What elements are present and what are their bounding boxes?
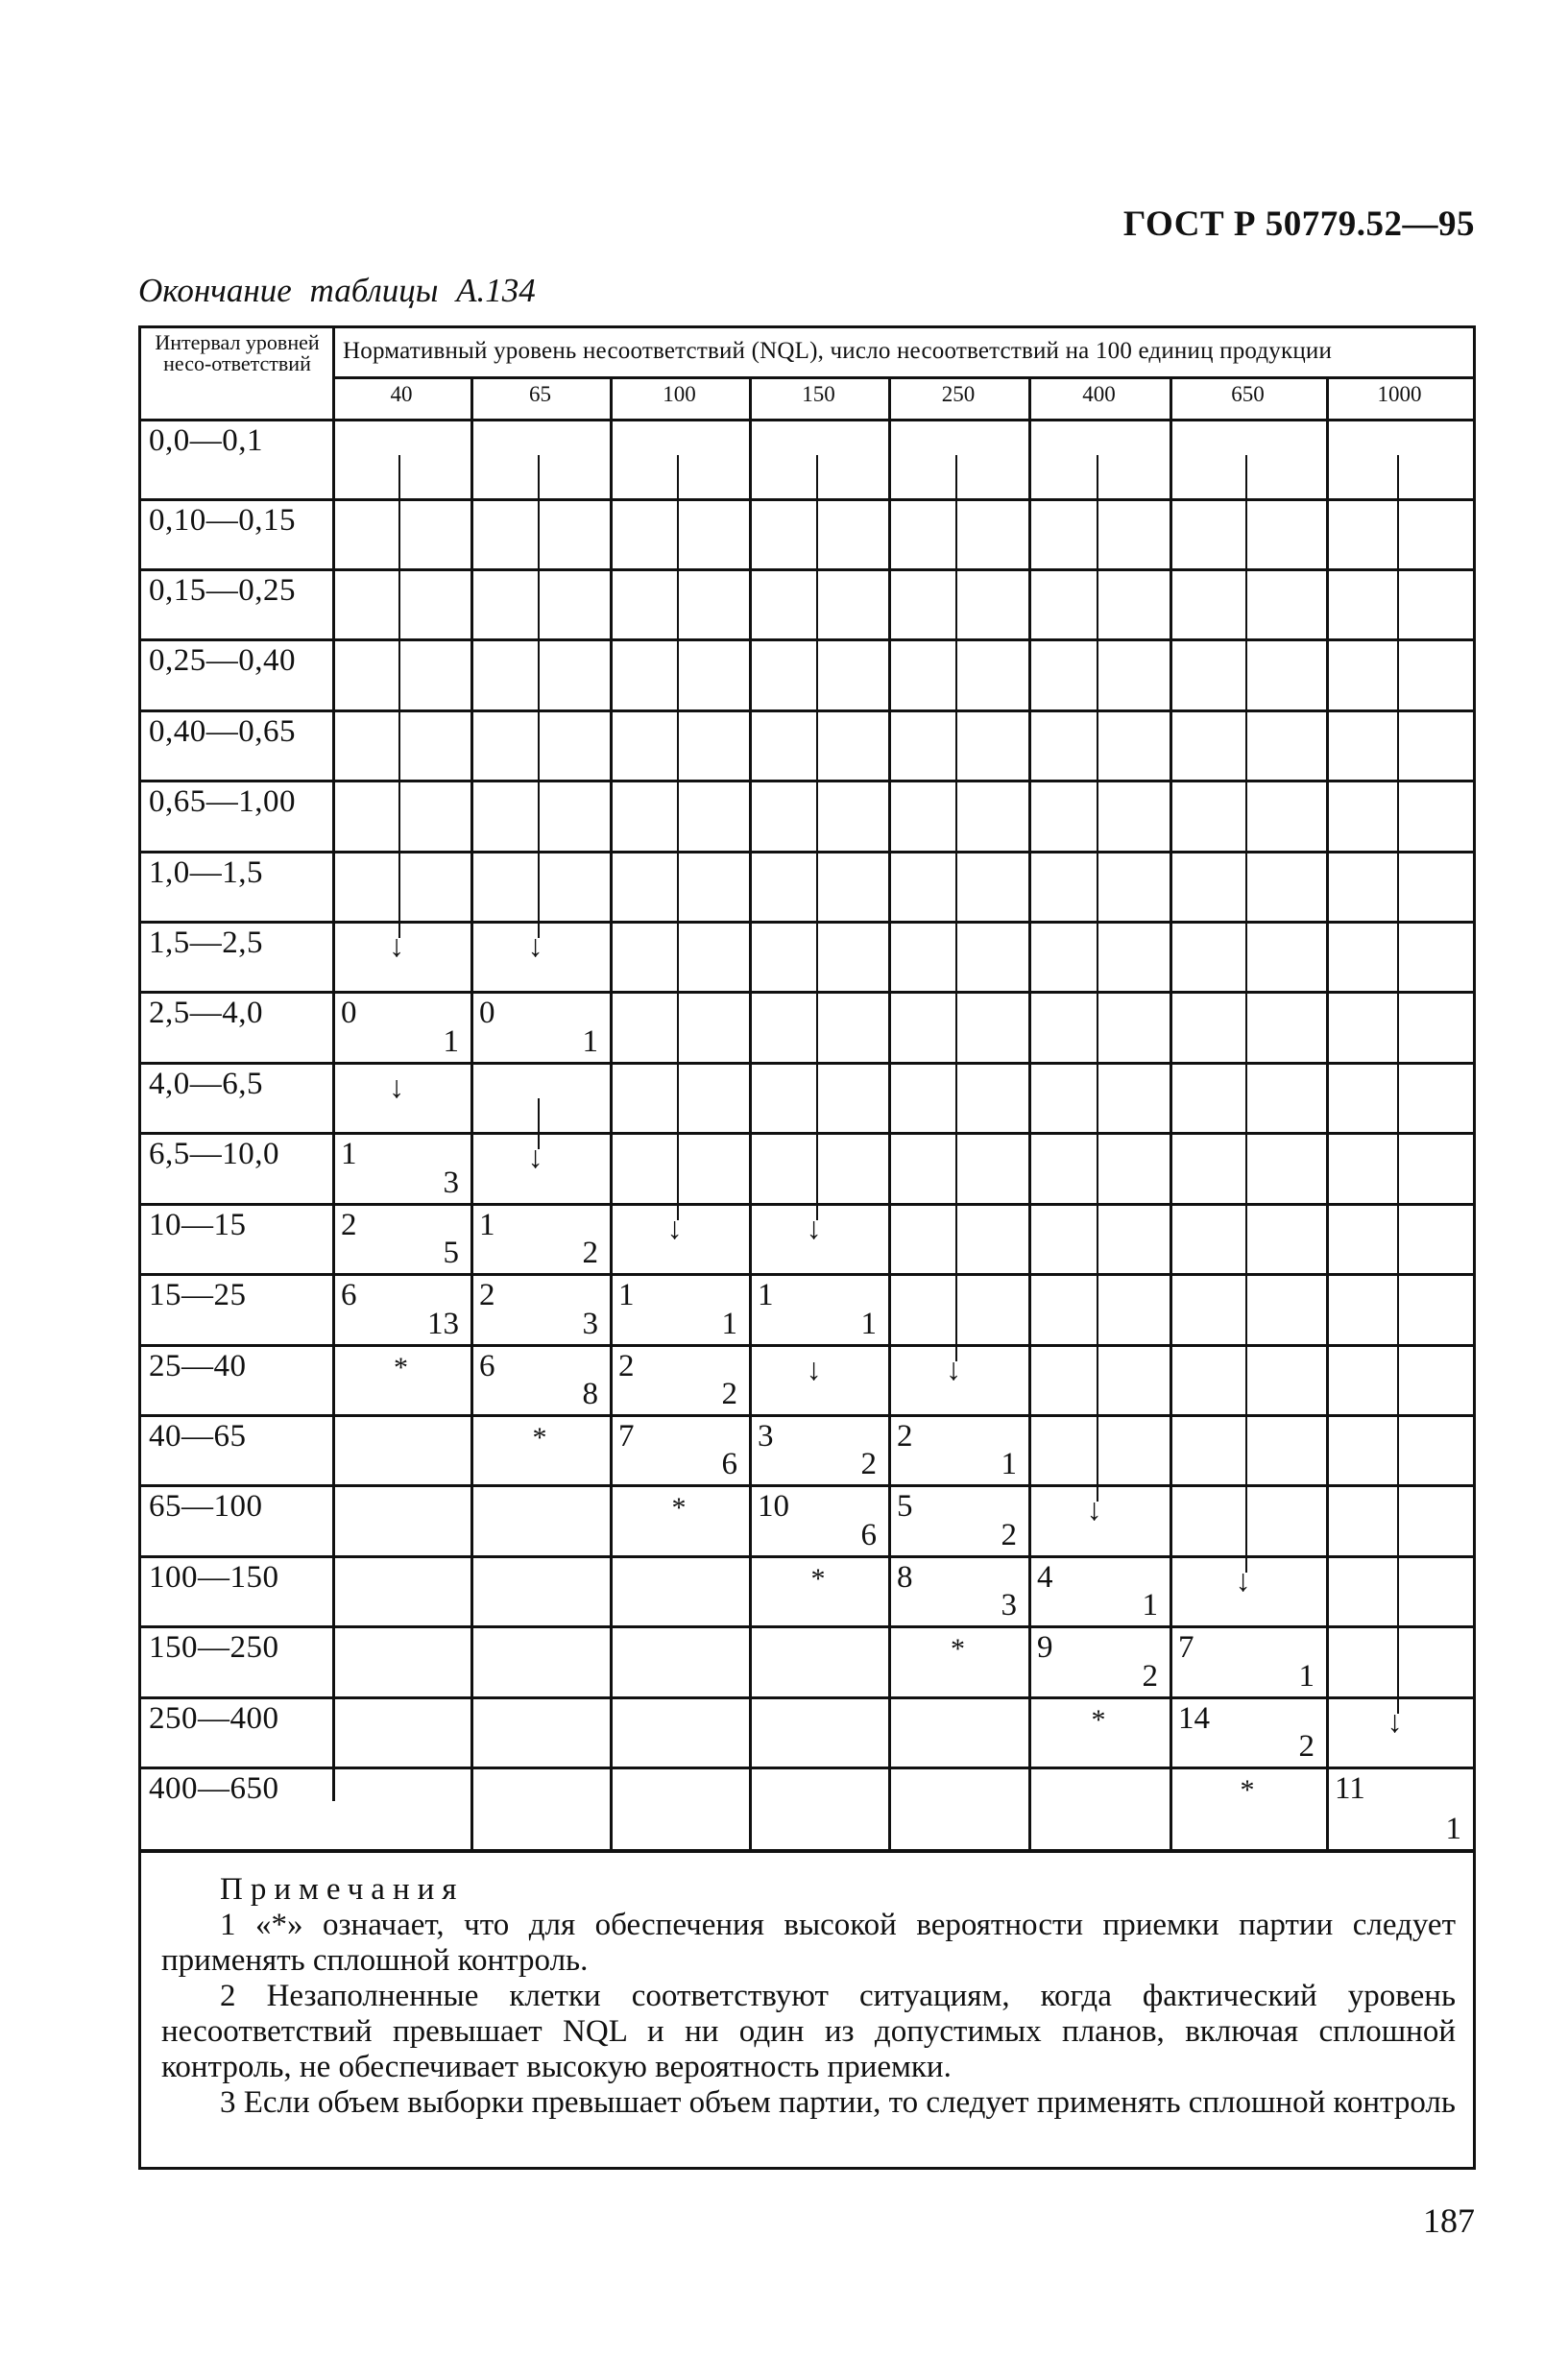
acceptance-number: 8 — [897, 1560, 913, 1595]
full-inspection-mark: * — [810, 1563, 826, 1595]
rejection-number: 2 — [860, 1447, 877, 1481]
rejection-number: 1 — [860, 1307, 877, 1341]
row-header-interval: 150—250 — [149, 1630, 279, 1665]
arrow-stem — [1097, 455, 1098, 1502]
note-2: 2 Незаполненные клетки соответствуют ситуациям, когда фактический уровень несоответствий превышает NQL и ни один из допустимых планов, включая сплошной контроль, не обеспечивает высокую вероятность приемки. — [161, 1979, 1456, 2084]
row-header-interval: 250—400 — [149, 1701, 279, 1736]
down-arrow-icon: ↓ — [527, 928, 543, 963]
notes-section — [161, 1872, 1456, 2121]
full-inspection-mark: * — [951, 1633, 965, 1665]
acceptance-number: 3 — [758, 1419, 774, 1454]
row-header-interval: 0,15—0,25 — [149, 573, 296, 608]
row-divider — [141, 921, 1473, 924]
rejection-number: 1 — [443, 1024, 459, 1059]
row-header-interval: 25—40 — [149, 1349, 247, 1383]
row-header-interval: 65—100 — [149, 1489, 263, 1524]
rejection-number: 6 — [721, 1447, 737, 1481]
arrow-stem — [955, 455, 957, 1361]
row-header-interval: 2,5—4,0 — [149, 996, 263, 1030]
table-body-bottom — [141, 1849, 1473, 1853]
notes-title: Примечания — [220, 1872, 465, 1907]
standard-number: ГОСТ Р 50779.52—95 — [1122, 204, 1475, 244]
note-3: 3 Если объем выборки превышает объем партии, то следует применять сплошной контроль — [220, 2085, 1456, 2120]
row-divider — [141, 991, 1473, 994]
row-divider — [141, 1062, 1473, 1065]
down-arrow-icon: ↓ — [806, 1211, 822, 1245]
row-divider — [141, 780, 1473, 782]
down-arrow-icon: ↓ — [389, 1070, 404, 1104]
row-header-interval: 10—15 — [149, 1208, 247, 1242]
note-1: 1 «*» означает, что для обеспечения высокой вероятности приемки партии следует применять сплошной контроль. — [161, 1908, 1456, 1978]
row-divider — [141, 1625, 1473, 1628]
rejection-number: 1 — [1298, 1659, 1315, 1694]
full-inspection-mark: * — [1240, 1774, 1255, 1806]
rejection-number: 13 — [427, 1307, 459, 1341]
acceptance-number: 1 — [479, 1208, 495, 1242]
down-arrow-icon: ↓ — [806, 1352, 822, 1386]
acceptance-number: 10 — [758, 1489, 789, 1524]
acceptance-number: 2 — [341, 1208, 357, 1242]
acceptance-number: 9 — [1037, 1630, 1053, 1665]
down-arrow-icon: ↓ — [666, 1211, 683, 1245]
row-divider — [141, 638, 1473, 641]
row-divider — [141, 1273, 1473, 1276]
down-arrow-icon: ↓ — [389, 928, 404, 963]
row-header-interval: 4,0—6,5 — [149, 1067, 263, 1101]
acceptance-number: 7 — [1178, 1630, 1194, 1665]
rejection-number: 1 — [582, 1024, 598, 1059]
acceptance-number: 1 — [341, 1137, 357, 1171]
header-divider — [332, 376, 1473, 379]
acceptance-number: 1 — [758, 1278, 774, 1312]
row-divider — [141, 498, 1473, 501]
column-header-nql: 650 — [1231, 382, 1265, 406]
arrow-stem — [1397, 455, 1399, 1714]
corner-header: Интервал уровней несо-ответствий — [155, 330, 320, 375]
acceptance-number: 7 — [618, 1419, 635, 1454]
arrow-stem — [677, 455, 679, 1220]
full-inspection-mark: * — [671, 1492, 687, 1524]
rejection-number: 2 — [721, 1377, 737, 1411]
arrow-stem — [816, 455, 818, 1220]
column-divider — [332, 328, 335, 1801]
rejection-number: 5 — [443, 1236, 459, 1270]
row-divider — [141, 1414, 1473, 1417]
down-arrow-icon: ↓ — [946, 1352, 961, 1386]
rejection-number: 2 — [1298, 1729, 1315, 1764]
column-header-nql: 100 — [663, 382, 696, 406]
acceptance-number: 14 — [1178, 1701, 1210, 1736]
acceptance-number: 4 — [1037, 1560, 1053, 1595]
row-divider — [141, 419, 1473, 421]
row-header-interval: 1,0—1,5 — [149, 855, 263, 890]
down-arrow-icon: ↓ — [527, 1140, 543, 1174]
row-divider — [141, 1132, 1473, 1135]
row-divider — [141, 709, 1473, 712]
column-header-nql: 400 — [1082, 382, 1116, 406]
acceptance-number: 2 — [897, 1419, 913, 1454]
rejection-number: 6 — [860, 1518, 877, 1552]
row-header-interval: 0,0—0,1 — [149, 423, 263, 458]
column-header-nql: 1000 — [1377, 382, 1422, 406]
row-header-interval: 1,5—2,5 — [149, 926, 263, 960]
row-divider — [141, 1767, 1473, 1769]
arrow-stem — [398, 455, 400, 938]
rejection-number: 3 — [443, 1166, 459, 1200]
row-header-interval: 400—650 — [149, 1771, 279, 1806]
row-header-interval: 0,65—1,00 — [149, 784, 296, 819]
row-header-interval: 100—150 — [149, 1560, 279, 1595]
rejection-number: 1 — [1142, 1588, 1158, 1623]
arrow-stem — [538, 455, 540, 938]
row-header-interval: 15—25 — [149, 1278, 247, 1312]
row-header-interval: 6,5—10,0 — [149, 1137, 279, 1171]
acceptance-number: 5 — [897, 1489, 913, 1524]
acceptance-number: 1 — [618, 1278, 635, 1312]
acceptance-number: 2 — [479, 1278, 495, 1312]
rejection-number: 1 — [721, 1307, 737, 1341]
down-arrow-icon: ↓ — [1387, 1704, 1403, 1739]
rejection-number: 3 — [1001, 1588, 1017, 1623]
rejection-number: 2 — [1001, 1518, 1017, 1552]
row-header-interval: 0,10—0,15 — [149, 503, 296, 538]
row-header-interval: 40—65 — [149, 1419, 247, 1454]
row-header-interval: 0,25—0,40 — [149, 643, 296, 678]
rejection-number: 1 — [1445, 1812, 1461, 1846]
acceptance-number: 0 — [479, 996, 495, 1030]
column-header-nql: 65 — [529, 382, 551, 406]
row-divider — [141, 1203, 1473, 1206]
column-header-nql: 150 — [802, 382, 835, 406]
full-inspection-mark: * — [1091, 1704, 1106, 1736]
page-number: 187 — [1423, 2201, 1475, 2240]
rejection-number: 8 — [582, 1377, 598, 1411]
column-header-nql: 40 — [390, 382, 413, 406]
rejection-number: 1 — [1001, 1447, 1017, 1481]
table-caption: Окончание таблицы А.134 — [138, 272, 536, 309]
row-header-interval: 0,40—0,65 — [149, 714, 296, 749]
acceptance-number: 11 — [1335, 1771, 1365, 1806]
rejection-number: 3 — [582, 1307, 598, 1341]
row-divider — [141, 1555, 1473, 1558]
row-divider — [141, 1484, 1473, 1487]
down-arrow-icon: ↓ — [1235, 1563, 1251, 1598]
down-arrow-icon: ↓ — [1086, 1492, 1102, 1527]
column-header-nql: 250 — [941, 382, 976, 406]
row-divider — [141, 568, 1473, 571]
full-inspection-mark: * — [532, 1422, 547, 1454]
row-divider — [141, 1696, 1473, 1699]
nql-header: Нормативный уровень несоответствий (NQL), число несоответствий на 100 единиц продукции — [343, 338, 1333, 364]
acceptance-number: 6 — [341, 1278, 357, 1312]
row-divider — [141, 1344, 1473, 1347]
acceptance-number: 0 — [341, 996, 357, 1030]
rejection-number: 2 — [1142, 1659, 1158, 1694]
acceptance-number: 2 — [618, 1349, 635, 1383]
acceptance-number: 6 — [479, 1349, 495, 1383]
row-divider — [141, 851, 1473, 853]
rejection-number: 2 — [582, 1236, 598, 1270]
full-inspection-mark: * — [394, 1352, 408, 1383]
arrow-stem — [1245, 455, 1247, 1573]
